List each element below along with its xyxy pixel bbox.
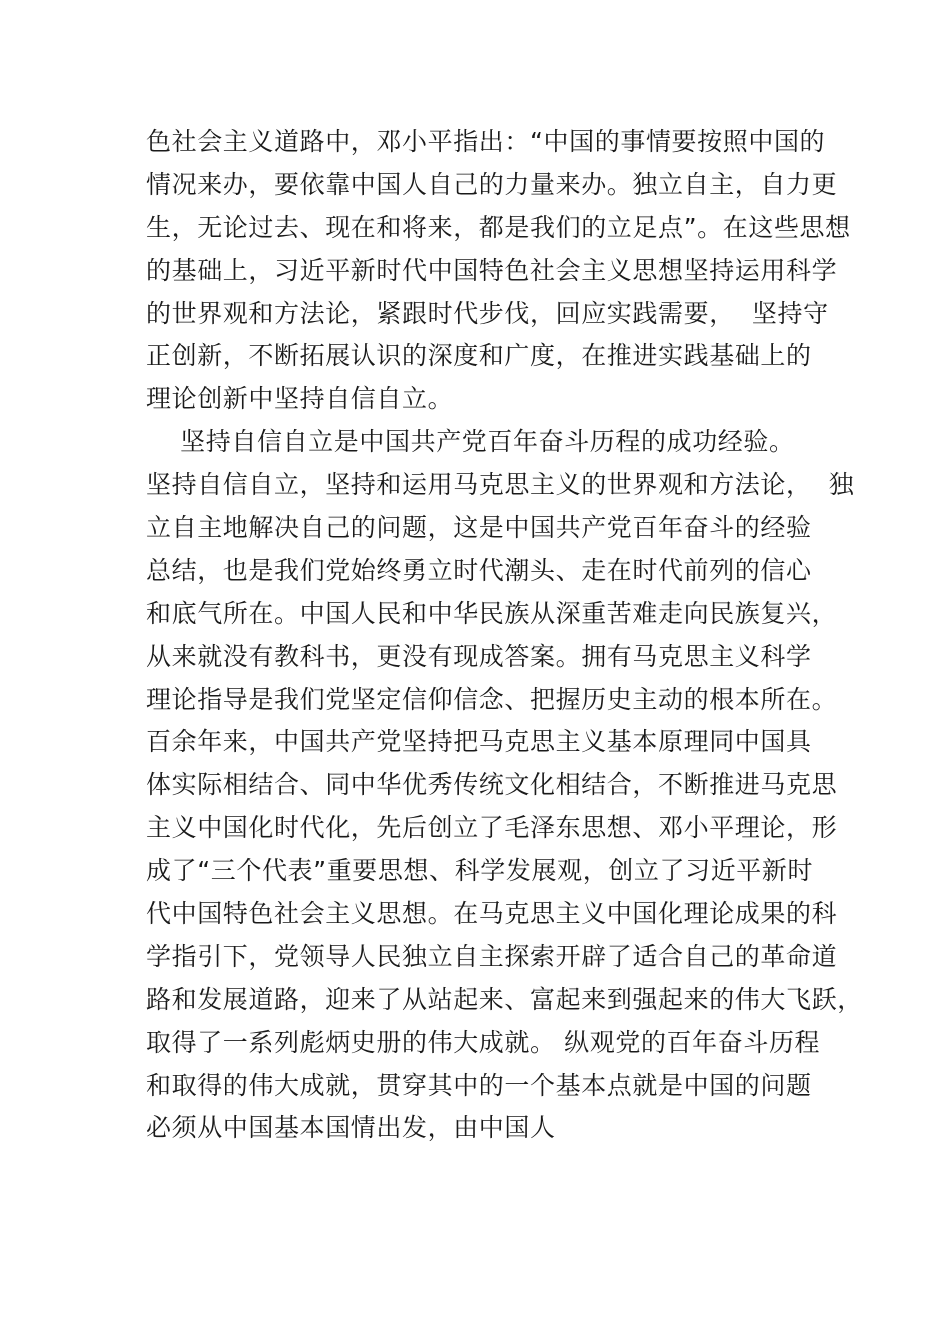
text-line: 和取得的伟大成就，贯穿其中的一个基本点就是中国的问题 xyxy=(146,1070,812,1100)
text-line: 理论指导是我们党坚定信仰信念、把握历史主动的根本所在。 xyxy=(146,684,838,714)
text-line: 路和发展道路，迎来了从站起来、富起来到强起来的伟大飞跃， xyxy=(146,984,863,1014)
text-line: 色社会主义道路中，邓小平指出：“中国的事情要按照中国的 xyxy=(146,127,826,156)
text-line: 和底气所在。中国人民和中华民族从深重苦难走向民族复兴， xyxy=(146,598,838,628)
text-line: 必须从中国基本国情出发，由中国人 xyxy=(146,1113,556,1143)
text-line: 坚持自信自立是中国共产党百年奋斗历程的成功经验。 xyxy=(146,427,795,457)
text-line: 理论创新中坚持自信自立。 xyxy=(146,384,454,414)
text-line: 成了“三个代表”重要思想、科学发展观，创立了习近平新时 xyxy=(146,856,814,886)
text-line: 的基础上，习近平新时代中国特色社会主义思想坚持运用科学 xyxy=(146,255,838,285)
text-line: 从来就没有教科书，更没有现成答案。拥有马克思主义科学 xyxy=(146,641,812,671)
text-line: 取得了一系列彪炳史册的伟大成就。 纵观党的百年奋斗历程 xyxy=(146,1027,821,1057)
text-line: 坚持自信自立，坚持和运用马克思主义的世界观和方法论， 独 xyxy=(146,470,855,500)
text-line: 体实际相结合、同中华优秀传统文化相结合，不断推进马克思 xyxy=(146,770,838,800)
text-line: 学指引下，党领导人民独立自主探索开辟了适合自己的革命道 xyxy=(146,941,838,971)
text-line: 立自主地解决自己的问题，这是中国共产党百年奋斗的经验 xyxy=(146,513,812,543)
text-line: 生，无论过去、现在和将来，都是我们的立足点”。在这些思想 xyxy=(146,212,851,242)
body-text xyxy=(146,121,863,1150)
text-line: 情况来办，要依靠中国人自己的力量来办。独立自主，自力更 xyxy=(146,169,838,199)
text-line: 总结，也是我们党始终勇立时代潮头、走在时代前列的信心 xyxy=(146,555,812,585)
text-line: 的世界观和方法论，紧跟时代步伐，回应实践需要， 坚持守 xyxy=(146,298,829,328)
text-line: 正创新，不断拓展认识的深度和广度，在推进实践基础上的 xyxy=(146,341,812,371)
text-line: 主义中国化时代化，先后创立了毛泽东思想、邓小平理论，形 xyxy=(146,813,838,843)
text-line: 代中国特色社会主义思想。在马克思主义中国化理论成果的科 xyxy=(146,899,838,929)
text-line: 百余年来，中国共产党坚持把马克思主义基本原理同中国具 xyxy=(146,727,812,757)
